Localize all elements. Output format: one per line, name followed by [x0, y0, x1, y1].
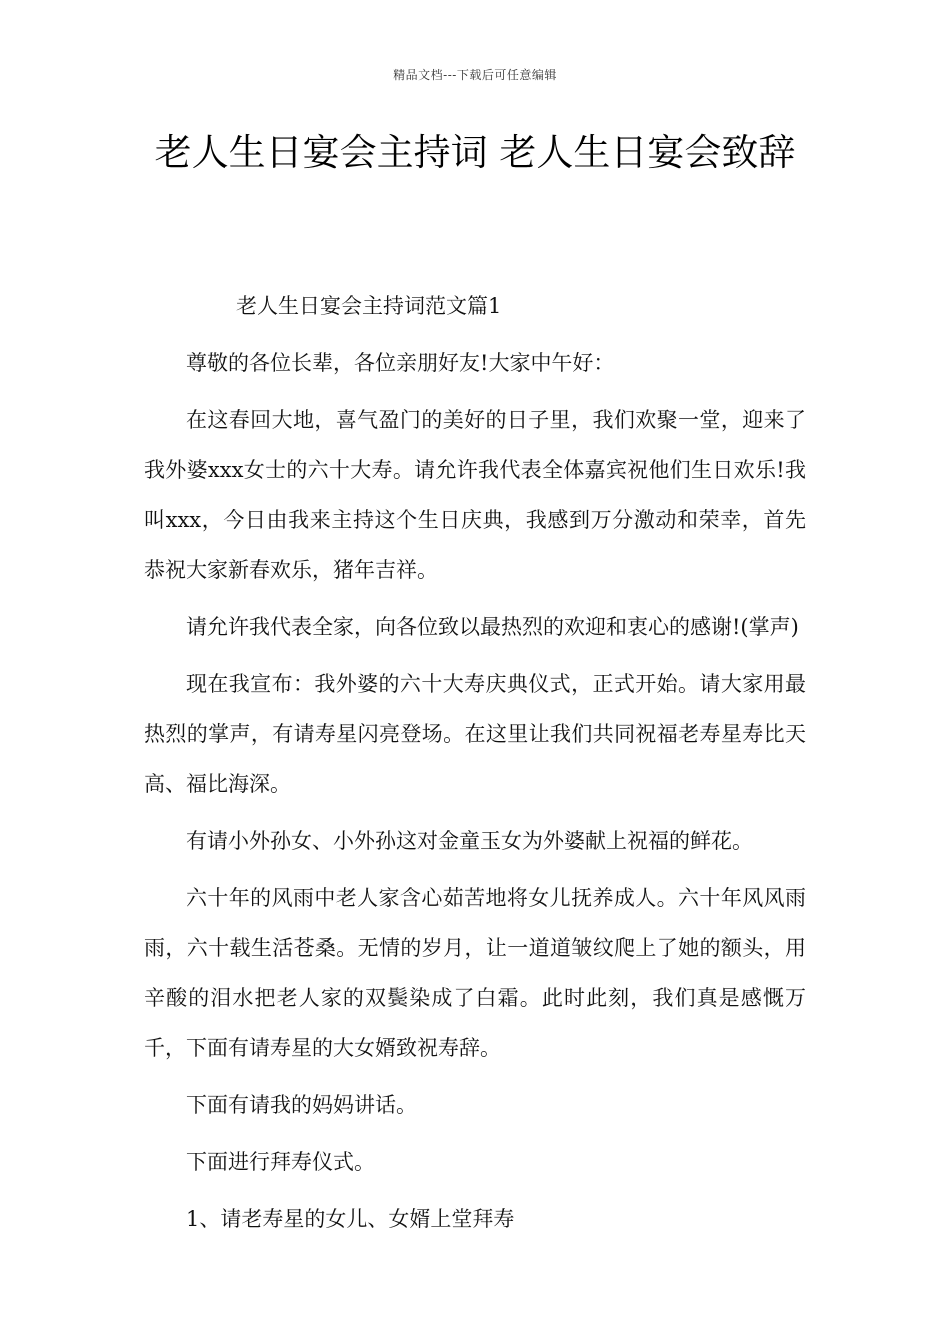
document-body: [144, 281, 806, 1251]
header-watermark: 精品文档---下载后可任意编辑: [393, 68, 557, 82]
paragraph-sixty-years: 六十年的风雨中老人家含心茹苦地将女儿抚养成人。六十年风风雨雨，六十载生活苍桑。无情的岁月，让一道道皱纹爬上了她的额头，用辛酸的泪水把老人家的双鬓染成了白霜。此时此刻，我们真是感慨万千，下面有请寿星的大女婿致祝寿辞。: [144, 886, 806, 1060]
document-title: 老人生日宴会主持词 老人生日宴会致辞: [154, 131, 796, 174]
paragraph-birthday-ritual: 下面进行拜寿仪式。: [186, 1150, 375, 1174]
section-subtitle: 老人生日宴会主持词范文篇1: [236, 294, 502, 318]
paragraph-ceremony-start: 现在我宣布：我外婆的六十大寿庆典仪式，正式开始。请大家用最热烈的掌声，有请寿星闪亮登场。在这里让我们共同祝福老寿星寿比天高、福比海深。: [144, 672, 806, 796]
paragraph-greeting: 尊敬的各位长辈，各位亲朋好友!大家中午好：: [186, 351, 615, 375]
paragraph-welcome: 请允许我代表全家，向各位致以最热烈的欢迎和衷心的感谢!(掌声): [186, 615, 799, 639]
paragraph-mother-speech: 下面有请我的妈妈讲话。: [186, 1093, 417, 1117]
paragraph-opening: 在这春回大地，喜气盈门的美好的日子里，我们欢聚一堂，迎来了我外婆xxx女士的六十大寿。请允许我代表全体嘉宾祝他们生日欢乐!我叫xxx，今日由我来主持这个生日庆典，我感到万分激动和荣幸，首先恭祝大家新春欢乐，猪年吉祥。: [144, 408, 806, 582]
paragraph-flowers: 有请小外孙女、小外孙这对金童玉女为外婆献上祝福的鲜花。: [186, 829, 753, 853]
paragraph-ritual-step-1: 1、请老寿星的女儿、女婿上堂拜寿: [186, 1207, 515, 1231]
